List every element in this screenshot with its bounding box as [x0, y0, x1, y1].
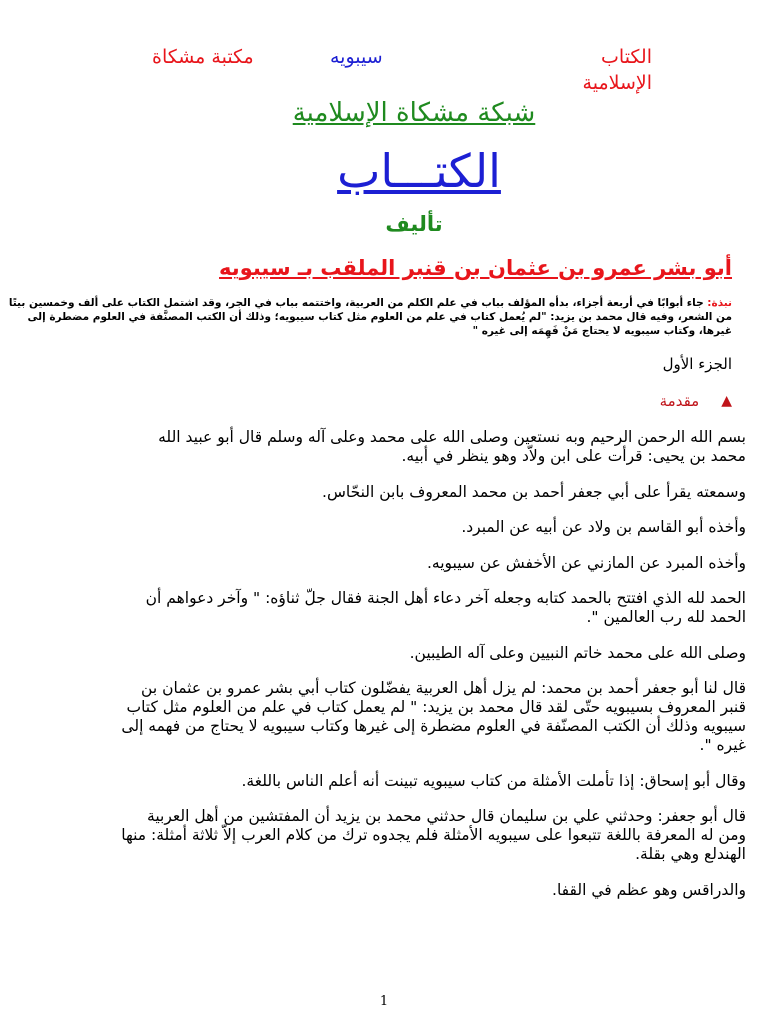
toc-entry[interactable]	[660, 392, 732, 410]
paragraph: وسمعته يقرأ على أبي جعفر أحمد بن محمد المعروف بابن النحّاس.	[322, 482, 746, 501]
summary-text: جاء أبوابًا في أربعة أجزاء، بدأه المؤلف بباب في علم الكلم من العربية، واختتمه بباب في الجر، وقد اشتمل الكتاب على ألف وخمسين بيتًا من الشعر، وفيه قال محمد بن يزيد: "لم يُعمل كتاب في علم من العلوم مثل كتاب سيبويه؛ وذلك أن الكتب المصنَّفة في العلوم مضطرة إلى غيرها، وكتاب سيبويه لا يحتاج مَنْ فَهِمَه إلى غيره "	[8, 297, 732, 337]
toc-link-introduction[interactable]: مقدمة	[659, 392, 700, 410]
paragraph: وقال أبو إسحاق: إذا تأملت الأمثلة من كتاب سيبويه تبينت أنه أعلم الناس باللغة.	[241, 771, 746, 790]
body-text	[120, 428, 746, 916]
paragraph: وأخذه المبرد عن المازني عن الأخفش عن سيبويه.	[426, 553, 746, 572]
triangle-up-icon: ▲	[721, 393, 732, 409]
paragraph: الحمد لله الذي افتتح بالحمد كتابه وجعله آخر دعاء أهل الجنة فقال جلّ ثناؤه: " وآخر دعواهم أن الحمد لله رب العالمين ".	[145, 589, 746, 626]
header-book-label: الكتاب الإسلامية	[582, 46, 652, 94]
paragraph: وأخذه أبو القاسم بن ولاد عن أبيه عن المبرد.	[461, 518, 746, 536]
paragraph: بسم الله الرحمن الرحيم وبه نستعين وصلى الله على محمد وعلى آله وسلم قال أبو عبيد الله محمد بن يحيى: قرأت على ابن ولاّد وهو ينظر في أبيه.	[158, 428, 746, 465]
summary-label: نبذة:	[707, 297, 732, 309]
page-number: 1	[379, 994, 389, 1009]
book-title-text: الكتـــاب	[337, 144, 501, 198]
paragraph: قال أبو جعفر: وحدثني علي بن سليمان قال حدثني محمد بن يزيد أن المفتشين من أهل العربية ومن له المعرفة باللغة تتبعوا على سيبويه الأمثلة فلم يجدوه ترك من كلام العرب إلاّ ثلاثة أمثلة: منها الهندلع وهي بقلة.	[121, 807, 746, 863]
header-author-label: سيبويه	[330, 46, 383, 68]
book-summary	[0, 296, 732, 338]
part-heading: الجزء الأول	[662, 355, 732, 373]
author-name: أبو بشر عمرو بن عثمان بن قنبر الملقب بـ سيبويه	[219, 256, 732, 280]
paragraph: وصلى الله على محمد خاتم النبيين وعلى آله الطيبين.	[409, 643, 746, 662]
site-title-text: شبكة مشكاة الإسلامية	[292, 98, 536, 128]
site-title	[0, 98, 768, 128]
paragraph: والدراقس وهو عظم في القفا.	[552, 880, 746, 899]
paragraph: قال لنا أبو جعفر أحمد بن محمد: لم يزل أهل العربية يفضّلون كتاب أبي بشر عمرو بن عثمان بن قنبر المعروف بسيبويه حتّى لقد قال محمد بن يزيد: " لم يعمل كتاب في علم من العلوم مثل كتاب سيبويه وذلك أن الكتب المصنّفة في العلوم مضطرة إلى غيرها وكتاب سيبويه لا يحتاج من فهمه إلى غيره ".	[121, 679, 746, 754]
authorship-label: تأليف	[385, 212, 443, 236]
book-title	[0, 144, 768, 198]
header-library-label: مكتبة مشكاة	[152, 46, 254, 68]
